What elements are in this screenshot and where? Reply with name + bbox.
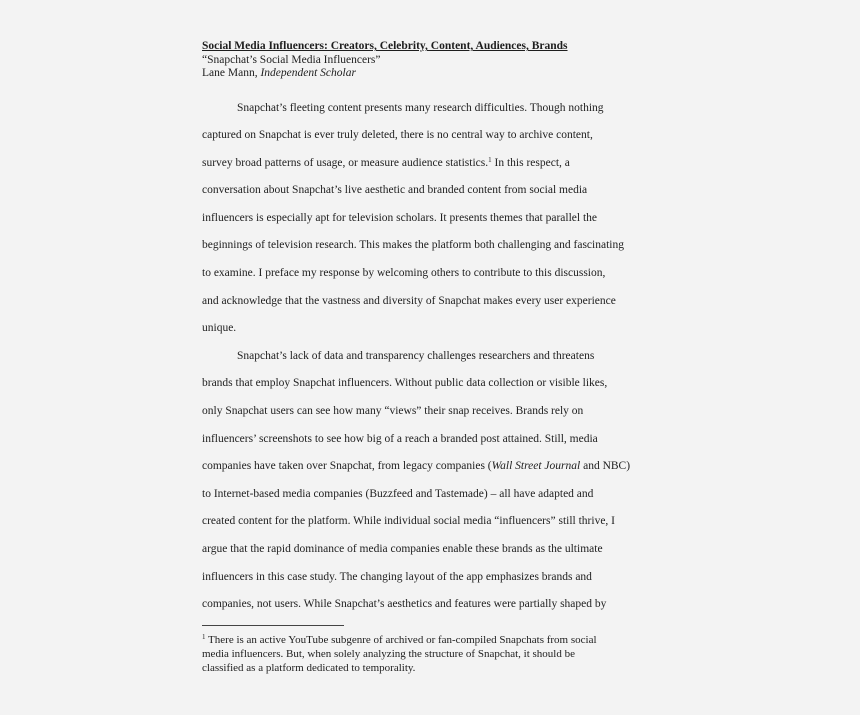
document-content <box>202 40 672 619</box>
author-name: Lane Mann, <box>202 67 261 79</box>
paragraph-line: influencers is especially apt for television scholars. It presents themes that parallel the <box>202 211 598 224</box>
paragraph-line: Snapchat’s lack of data and transparency challenges researchers and threatens <box>237 349 595 362</box>
paragraph-line: to examine. I preface my response by welcoming others to contribute to this discussion, <box>202 267 606 280</box>
paragraph-line: only Snapchat users can see how many “views” their snap receives. Brands rely on <box>202 405 584 418</box>
footnote-line: classified as a platform dedicated to temporality. <box>202 662 416 674</box>
footnote <box>202 633 672 675</box>
footnote-line <box>202 633 672 647</box>
paragraph-line <box>202 453 672 481</box>
paragraph-line: influencers’ screenshots to see how big of a reach a branded post attained. Still, media <box>202 432 598 445</box>
paragraph-line: beginnings of television research. This makes the platform both challenging and fascinating <box>202 239 624 252</box>
paragraph-line: argue that the rapid dominance of media companies enable these brands as the ultimate <box>202 543 603 555</box>
paragraph-line: to Internet-based media companies (Buzzfeed and Tastemade) – all have adapted and <box>202 487 594 500</box>
line-text: and NBC) <box>580 460 631 473</box>
paragraph-line: companies, not users. While Snapchat’s aesthetics and features were partially shaped by <box>202 598 607 611</box>
paragraph-line: conversation about Snapchat’s live aesthetic and branded content from social media <box>202 184 588 197</box>
paragraph-line: captured on Snapchat is ever truly deleted, there is no central way to archive content, <box>202 129 593 142</box>
paragraph-line <box>202 150 672 178</box>
paragraph-line: Snapchat’s fleeting content presents many research difficulties. Though nothing <box>237 101 604 114</box>
line-text: In this respect, a <box>491 156 570 169</box>
line-text: survey broad patterns of usage, or measure audience statistics. <box>202 156 489 169</box>
footnote-divider <box>202 625 344 626</box>
paragraph-2 <box>202 343 672 619</box>
publication-name: Wall Street Journal <box>491 460 581 473</box>
footnote-reference[interactable]: 1 <box>488 155 492 164</box>
paragraph-line: influencers in this case study. The changing layout of the app emphasizes brands and <box>202 570 592 583</box>
paragraph-line: unique. <box>202 322 237 335</box>
paragraph-line: and acknowledge that the vastness and diversity of Snapchat makes every user experience <box>202 294 616 307</box>
document-title: Social Media Influencers: Creators, Celebrity, Content, Audiences, Brands <box>202 40 568 52</box>
author-affiliation: Independent Scholar <box>260 67 356 79</box>
line-text: companies have taken over Snapchat, from legacy companies ( <box>202 460 492 473</box>
paragraph-line: brands that employ Snapchat influencers. Without public data collection or visible likes, <box>202 377 608 390</box>
footnote-text: There is an active YouTube subgenre of archived or fan-compiled Snapchats from social <box>205 634 597 646</box>
document-subtitle: “Snapchat’s Social Media Influencers” <box>202 53 381 66</box>
footnote-line: media influencers. But, when solely analyzing the structure of Snapchat, it should be <box>202 648 575 660</box>
document-body <box>202 95 672 619</box>
paragraph-line: created content for the platform. While individual social media “influencers” still thrive, I <box>202 515 616 528</box>
author-line <box>202 67 672 81</box>
footnote-marker: 1 <box>202 633 206 641</box>
paragraph-1 <box>202 95 672 343</box>
